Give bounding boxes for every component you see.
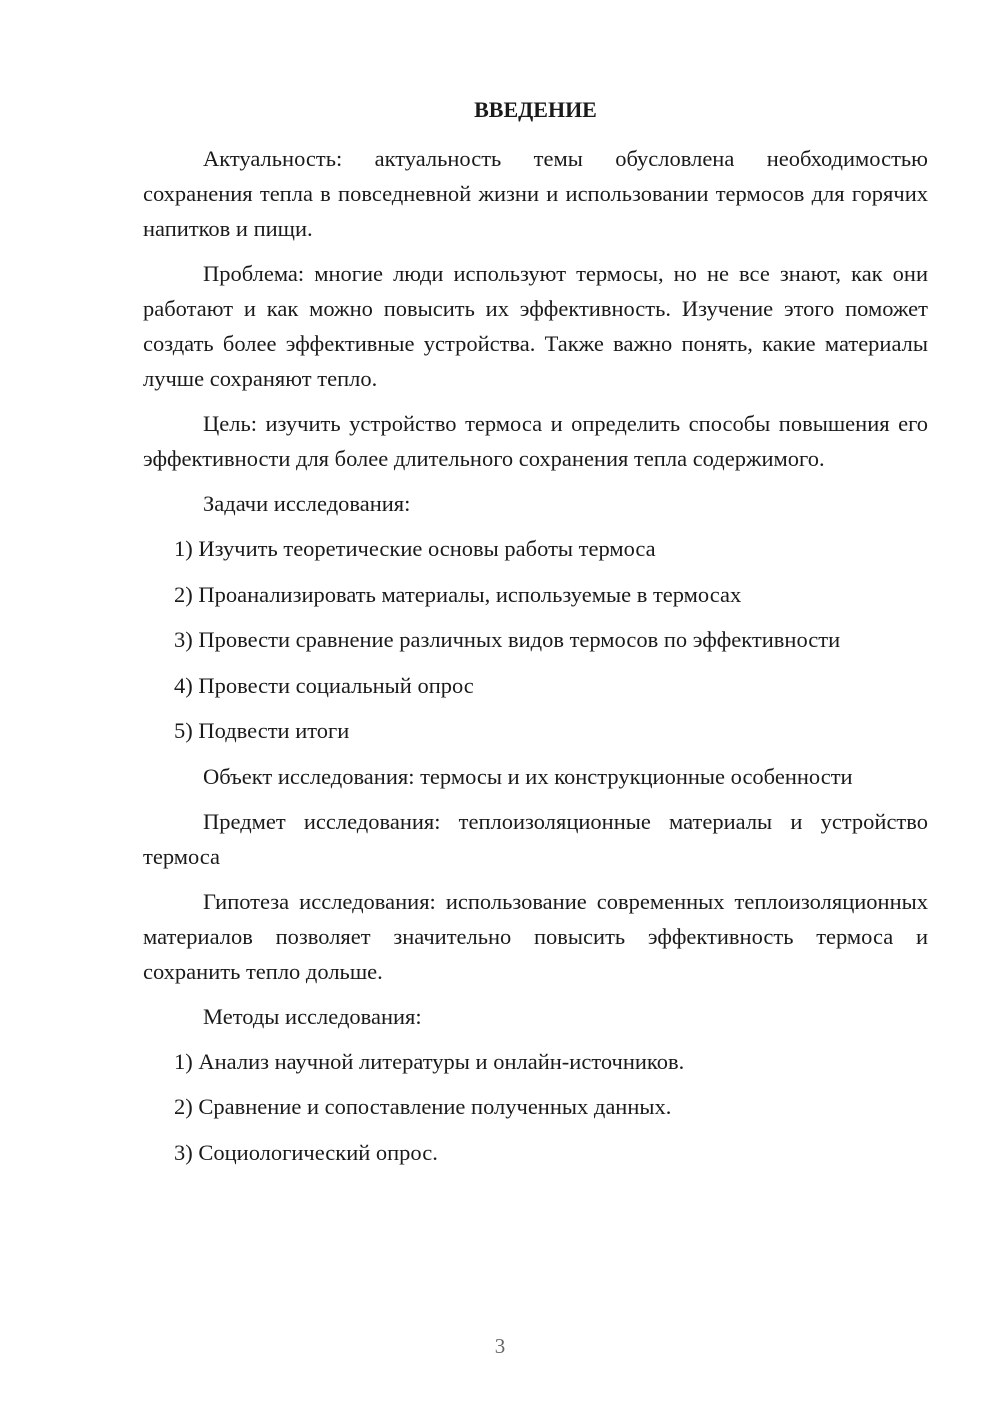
methods-heading: Методы исследования: xyxy=(203,1003,422,1029)
task-item: 4) Провести социальный опрос xyxy=(174,672,474,698)
tasks-heading: Задачи исследования: xyxy=(203,491,411,516)
subject-paragraph: Предмет исследования: теплоизоляционные материалы и устройство термоса xyxy=(143,808,928,869)
hypothesis-paragraph: Гипотеза исследования: использование современных теплоизоляционных материалов позволяет значительно повысить эффективность термоса и сохранить тепло дольше. xyxy=(143,888,928,984)
section-title: ВВЕДЕНИЕ xyxy=(474,97,597,122)
method-item: 1) Анализ научной литературы и онлайн-источников. xyxy=(174,1048,685,1074)
method-item: 2) Сравнение и сопоставление полученных данных. xyxy=(174,1094,672,1119)
object-paragraph: Объект исследования: термосы и их конструкционные особенности xyxy=(203,763,853,789)
page-number: 3 xyxy=(494,1334,506,1358)
goal-paragraph: Цель: изучить устройство термоса и определить способы повышения его эффективности для более длительного сохранения тепла содержимого. xyxy=(143,411,928,471)
method-item: 3) Социологический опрос. xyxy=(174,1139,438,1165)
task-item: 2) Проанализировать материалы, используемые в термосах xyxy=(174,581,742,607)
task-item: 3) Провести сравнение различных видов термосов по эффективности xyxy=(174,627,841,652)
task-item: 5) Подвести итоги xyxy=(174,718,350,743)
relevance-paragraph: Актуальность: актуальность темы обусловлена необходимостью сохранения тепла в повседневной жизни и использовании термосов для горячих напитков и пищи. xyxy=(143,146,928,241)
task-item: 1) Изучить теоретические основы работы термоса xyxy=(174,536,656,561)
page-content xyxy=(143,92,928,1180)
problem-paragraph: Проблема: многие люди используют термосы, но не все знают, как они работают и как можно повысить их эффективность. Изучение этого поможет создать более эффективные устройства. Также важно понять, какие материалы лучше сохраняют тепло. xyxy=(143,261,928,391)
